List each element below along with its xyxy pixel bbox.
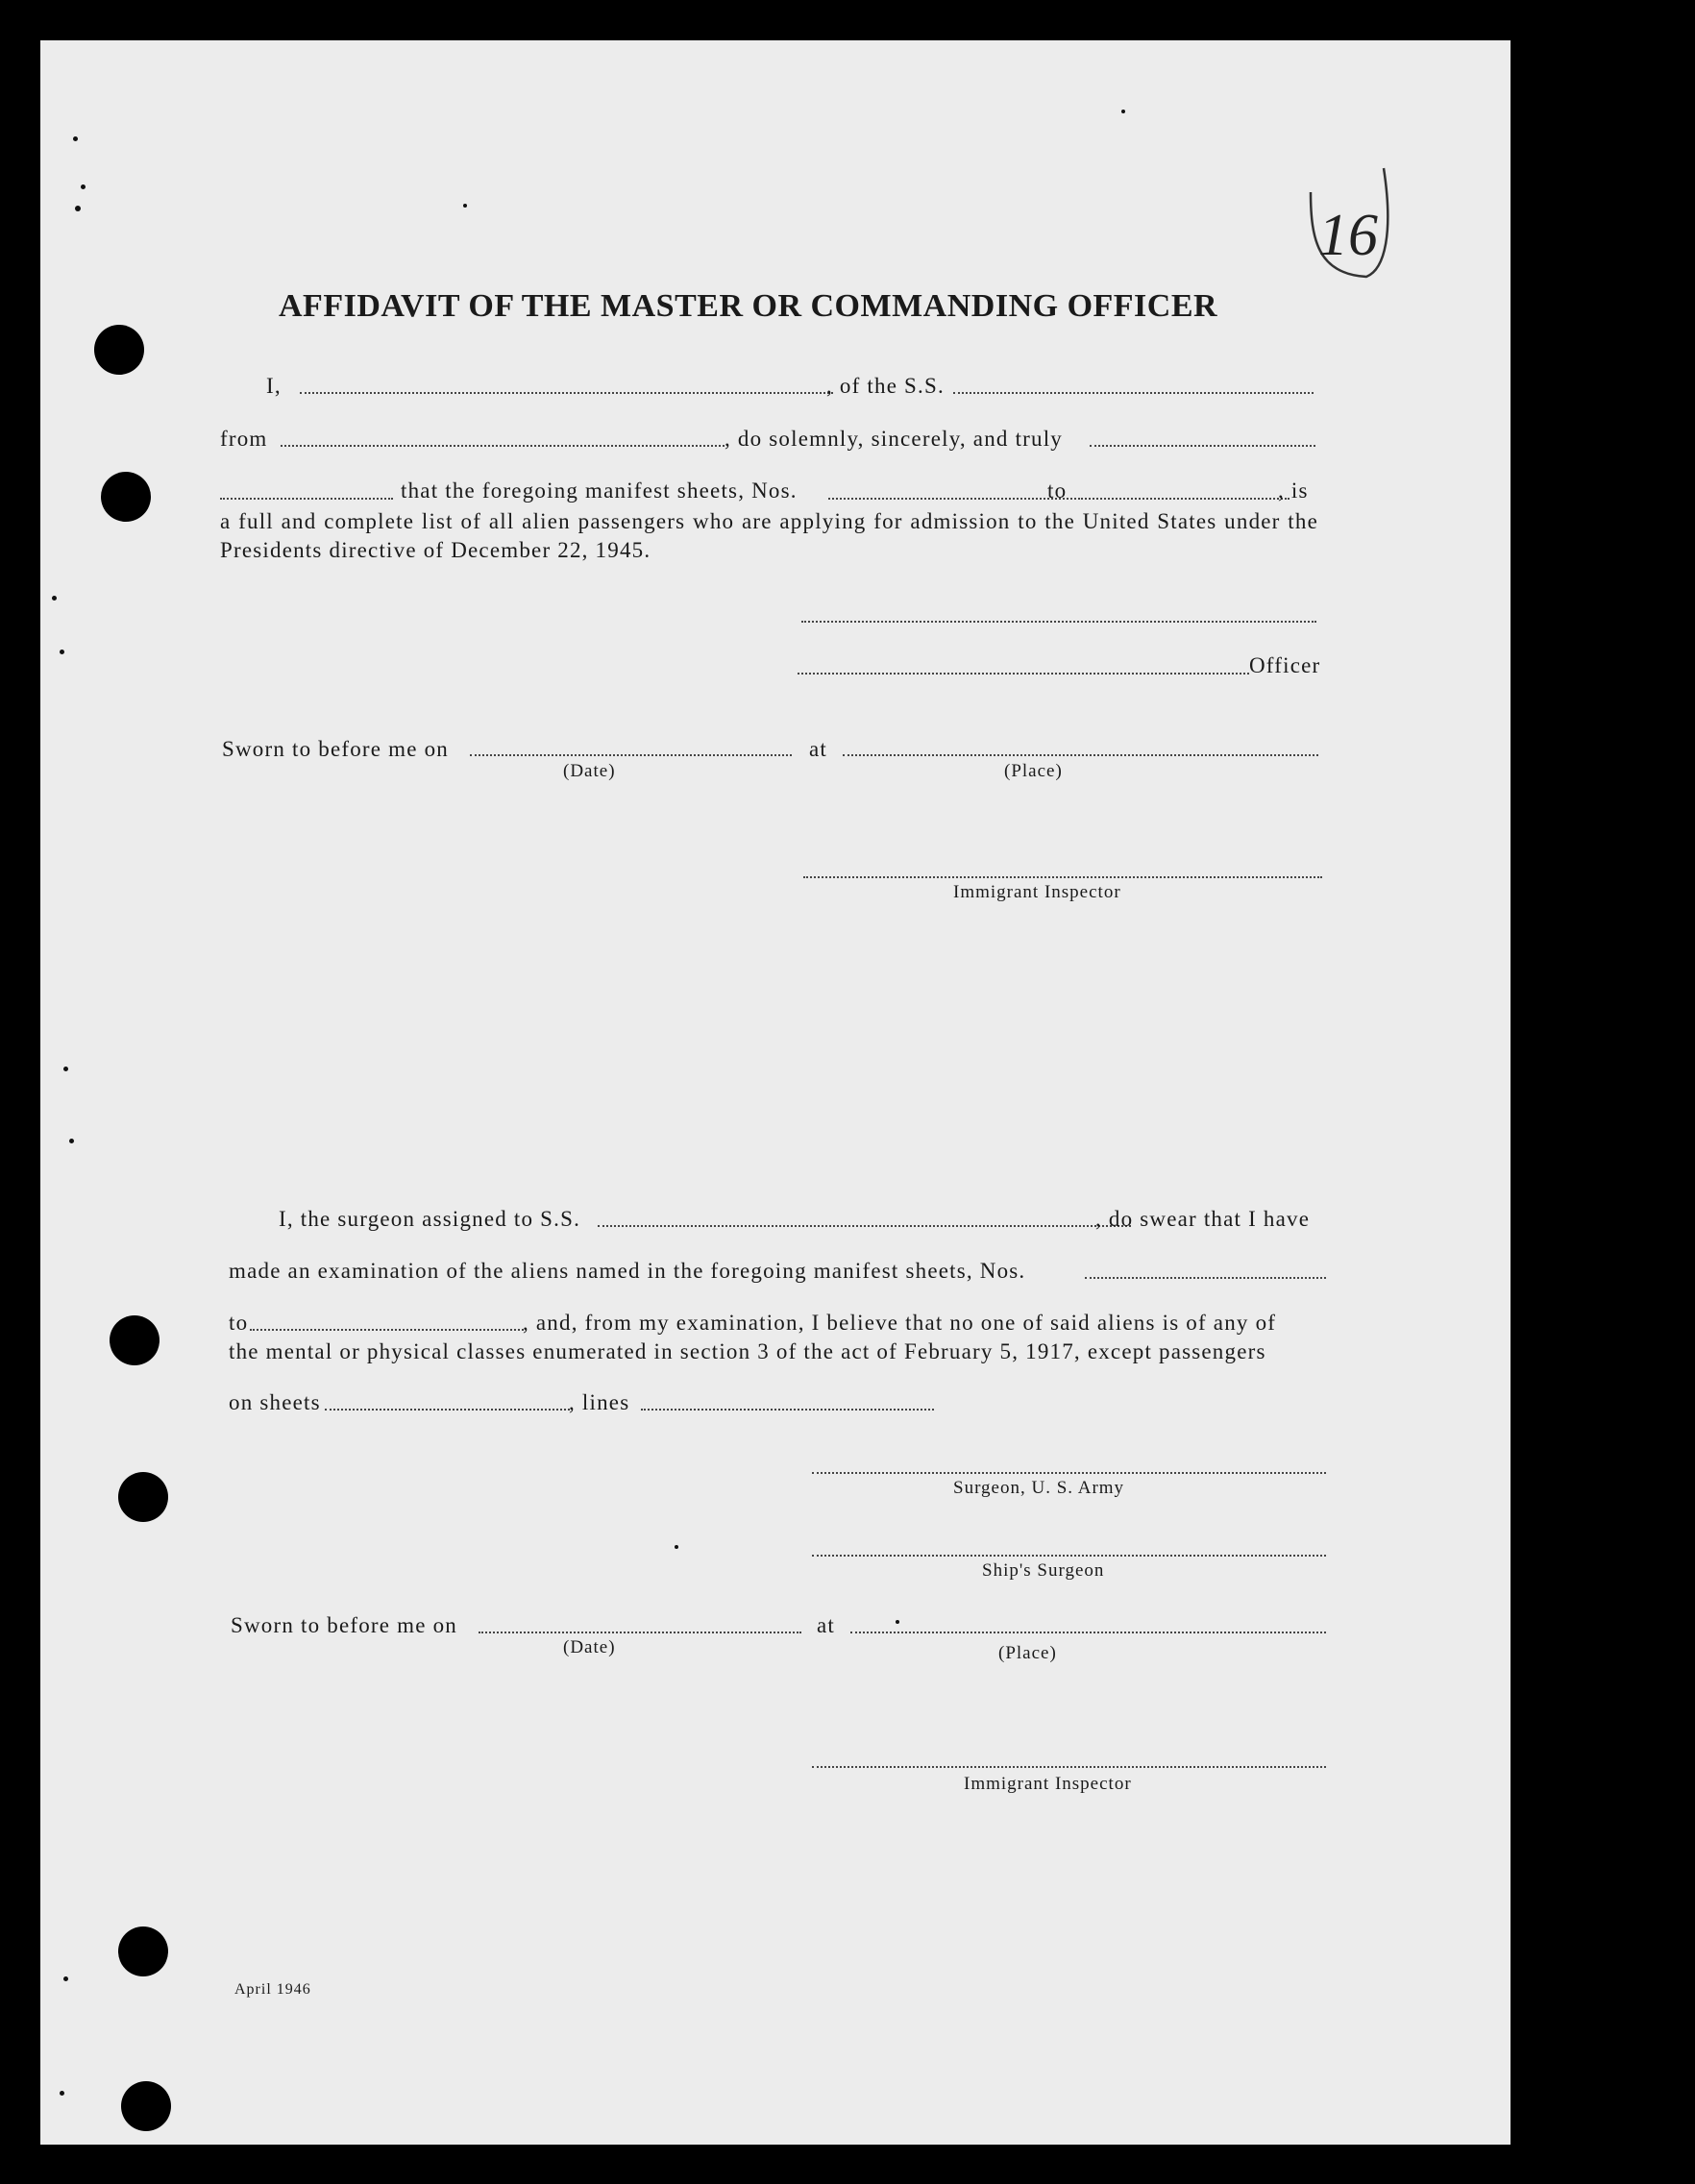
except-lines-field[interactable] [641, 1409, 934, 1411]
place-caption-2: (Place) [998, 1643, 1057, 1663]
except-sheets-field[interactable] [325, 1409, 570, 1411]
punch-hole [110, 1315, 160, 1365]
inspector-signature-field-2[interactable] [812, 1766, 1326, 1768]
place-caption: (Place) [1004, 761, 1063, 781]
speck [896, 1620, 899, 1624]
to-label: to [1047, 479, 1068, 503]
army-surgeon-signature-field[interactable] [812, 1472, 1326, 1474]
of-the-ss-label: , of the S.S. [826, 374, 945, 398]
speck [63, 1976, 68, 1981]
speck [60, 2091, 64, 2096]
surgeon-ship-field[interactable] [598, 1225, 1131, 1227]
sworn-label: Sworn to before me on [222, 737, 449, 761]
speck [463, 204, 467, 208]
ships-surgeon-caption: Ship's Surgeon [982, 1560, 1105, 1581]
sworn-place-field[interactable] [843, 754, 1318, 756]
punch-hole [118, 1926, 168, 1976]
army-surgeon-caption: Surgeon, U. S. Army [953, 1478, 1125, 1498]
handwritten-page-number [1309, 163, 1395, 293]
ships-surgeon-signature-field[interactable] [812, 1555, 1326, 1557]
master-paragraph: a full and complete list of all alien passengers who are applying for admission to the United States under the Presidents directive of December 22, 1945. [220, 509, 1318, 562]
surgeon-sheets-to-field[interactable] [250, 1329, 524, 1331]
sworn-date-field[interactable] [470, 754, 792, 756]
speck [69, 1139, 74, 1143]
sworn-label-2: Sworn to before me on [231, 1613, 457, 1637]
master-signature-field[interactable] [801, 621, 1316, 623]
sworn-place-field-2[interactable] [850, 1632, 1326, 1633]
inspector-caption-2: Immigrant Inspector [964, 1774, 1132, 1794]
form-date: April 1946 [234, 1981, 311, 1998]
speck [1121, 110, 1125, 113]
speck [675, 1545, 678, 1549]
to-label-2: to [229, 1311, 249, 1335]
foregoing-label: that the foregoing manifest sheets, Nos. [401, 479, 798, 503]
officer-signature-field[interactable] [798, 673, 1249, 675]
solemnly-label: , do solemnly, sincerely, and truly [725, 427, 1064, 451]
punch-hole [121, 2081, 171, 2131]
from-label: from [220, 427, 268, 451]
swear-label: , do swear that I have [1095, 1207, 1311, 1231]
punch-hole [118, 1472, 168, 1522]
punch-hole [94, 325, 144, 375]
surgeon-sheets-field[interactable] [1085, 1277, 1326, 1279]
at-label: at [809, 737, 827, 761]
is-label: , is [1278, 479, 1309, 503]
speck [52, 596, 57, 601]
surgeon-line-2: made an examination of the aliens named in the foregoing manifest sheets, Nos. [229, 1259, 1026, 1283]
officer-label: Officer [1249, 653, 1321, 677]
from-port-field[interactable] [281, 445, 725, 447]
date-caption: (Date) [563, 761, 616, 781]
speck [81, 184, 86, 189]
sheets-to-field[interactable] [1078, 498, 1290, 500]
master-name-field[interactable] [300, 392, 833, 394]
speck [63, 1067, 68, 1071]
speck [75, 206, 81, 211]
on-sheets-label: on sheets [229, 1390, 321, 1414]
declaration-field-2[interactable] [220, 498, 393, 500]
inspector-signature-field[interactable] [803, 876, 1322, 878]
speck [73, 136, 78, 141]
sheets-from-field[interactable] [828, 498, 1080, 500]
document-page [40, 40, 1511, 2145]
sworn-date-field-2[interactable] [479, 1632, 801, 1633]
inspector-caption: Immigrant Inspector [953, 882, 1121, 902]
ship-name-field[interactable] [953, 392, 1314, 394]
svg-text:16: 16 [1318, 203, 1378, 268]
surgeon-line-3: , and, from my examination, I believe that no one of said aliens is of any of [523, 1311, 1277, 1335]
lines-label: , lines [569, 1390, 630, 1414]
page-title: AFFIDAVIT OF THE MASTER OR COMMANDING OFFICER [279, 288, 1218, 324]
surgeon-line-1: I, the surgeon assigned to S.S. [279, 1207, 581, 1231]
speck [60, 650, 64, 654]
at-label-2: at [817, 1613, 835, 1637]
i-label: I, [266, 374, 282, 398]
punch-hole [101, 472, 151, 522]
date-caption-2: (Date) [563, 1637, 616, 1657]
surgeon-line-4: the mental or physical classes enumerated in section 3 of the act of February 5, 1917, except passengers [229, 1339, 1266, 1363]
declaration-field[interactable] [1090, 445, 1315, 447]
